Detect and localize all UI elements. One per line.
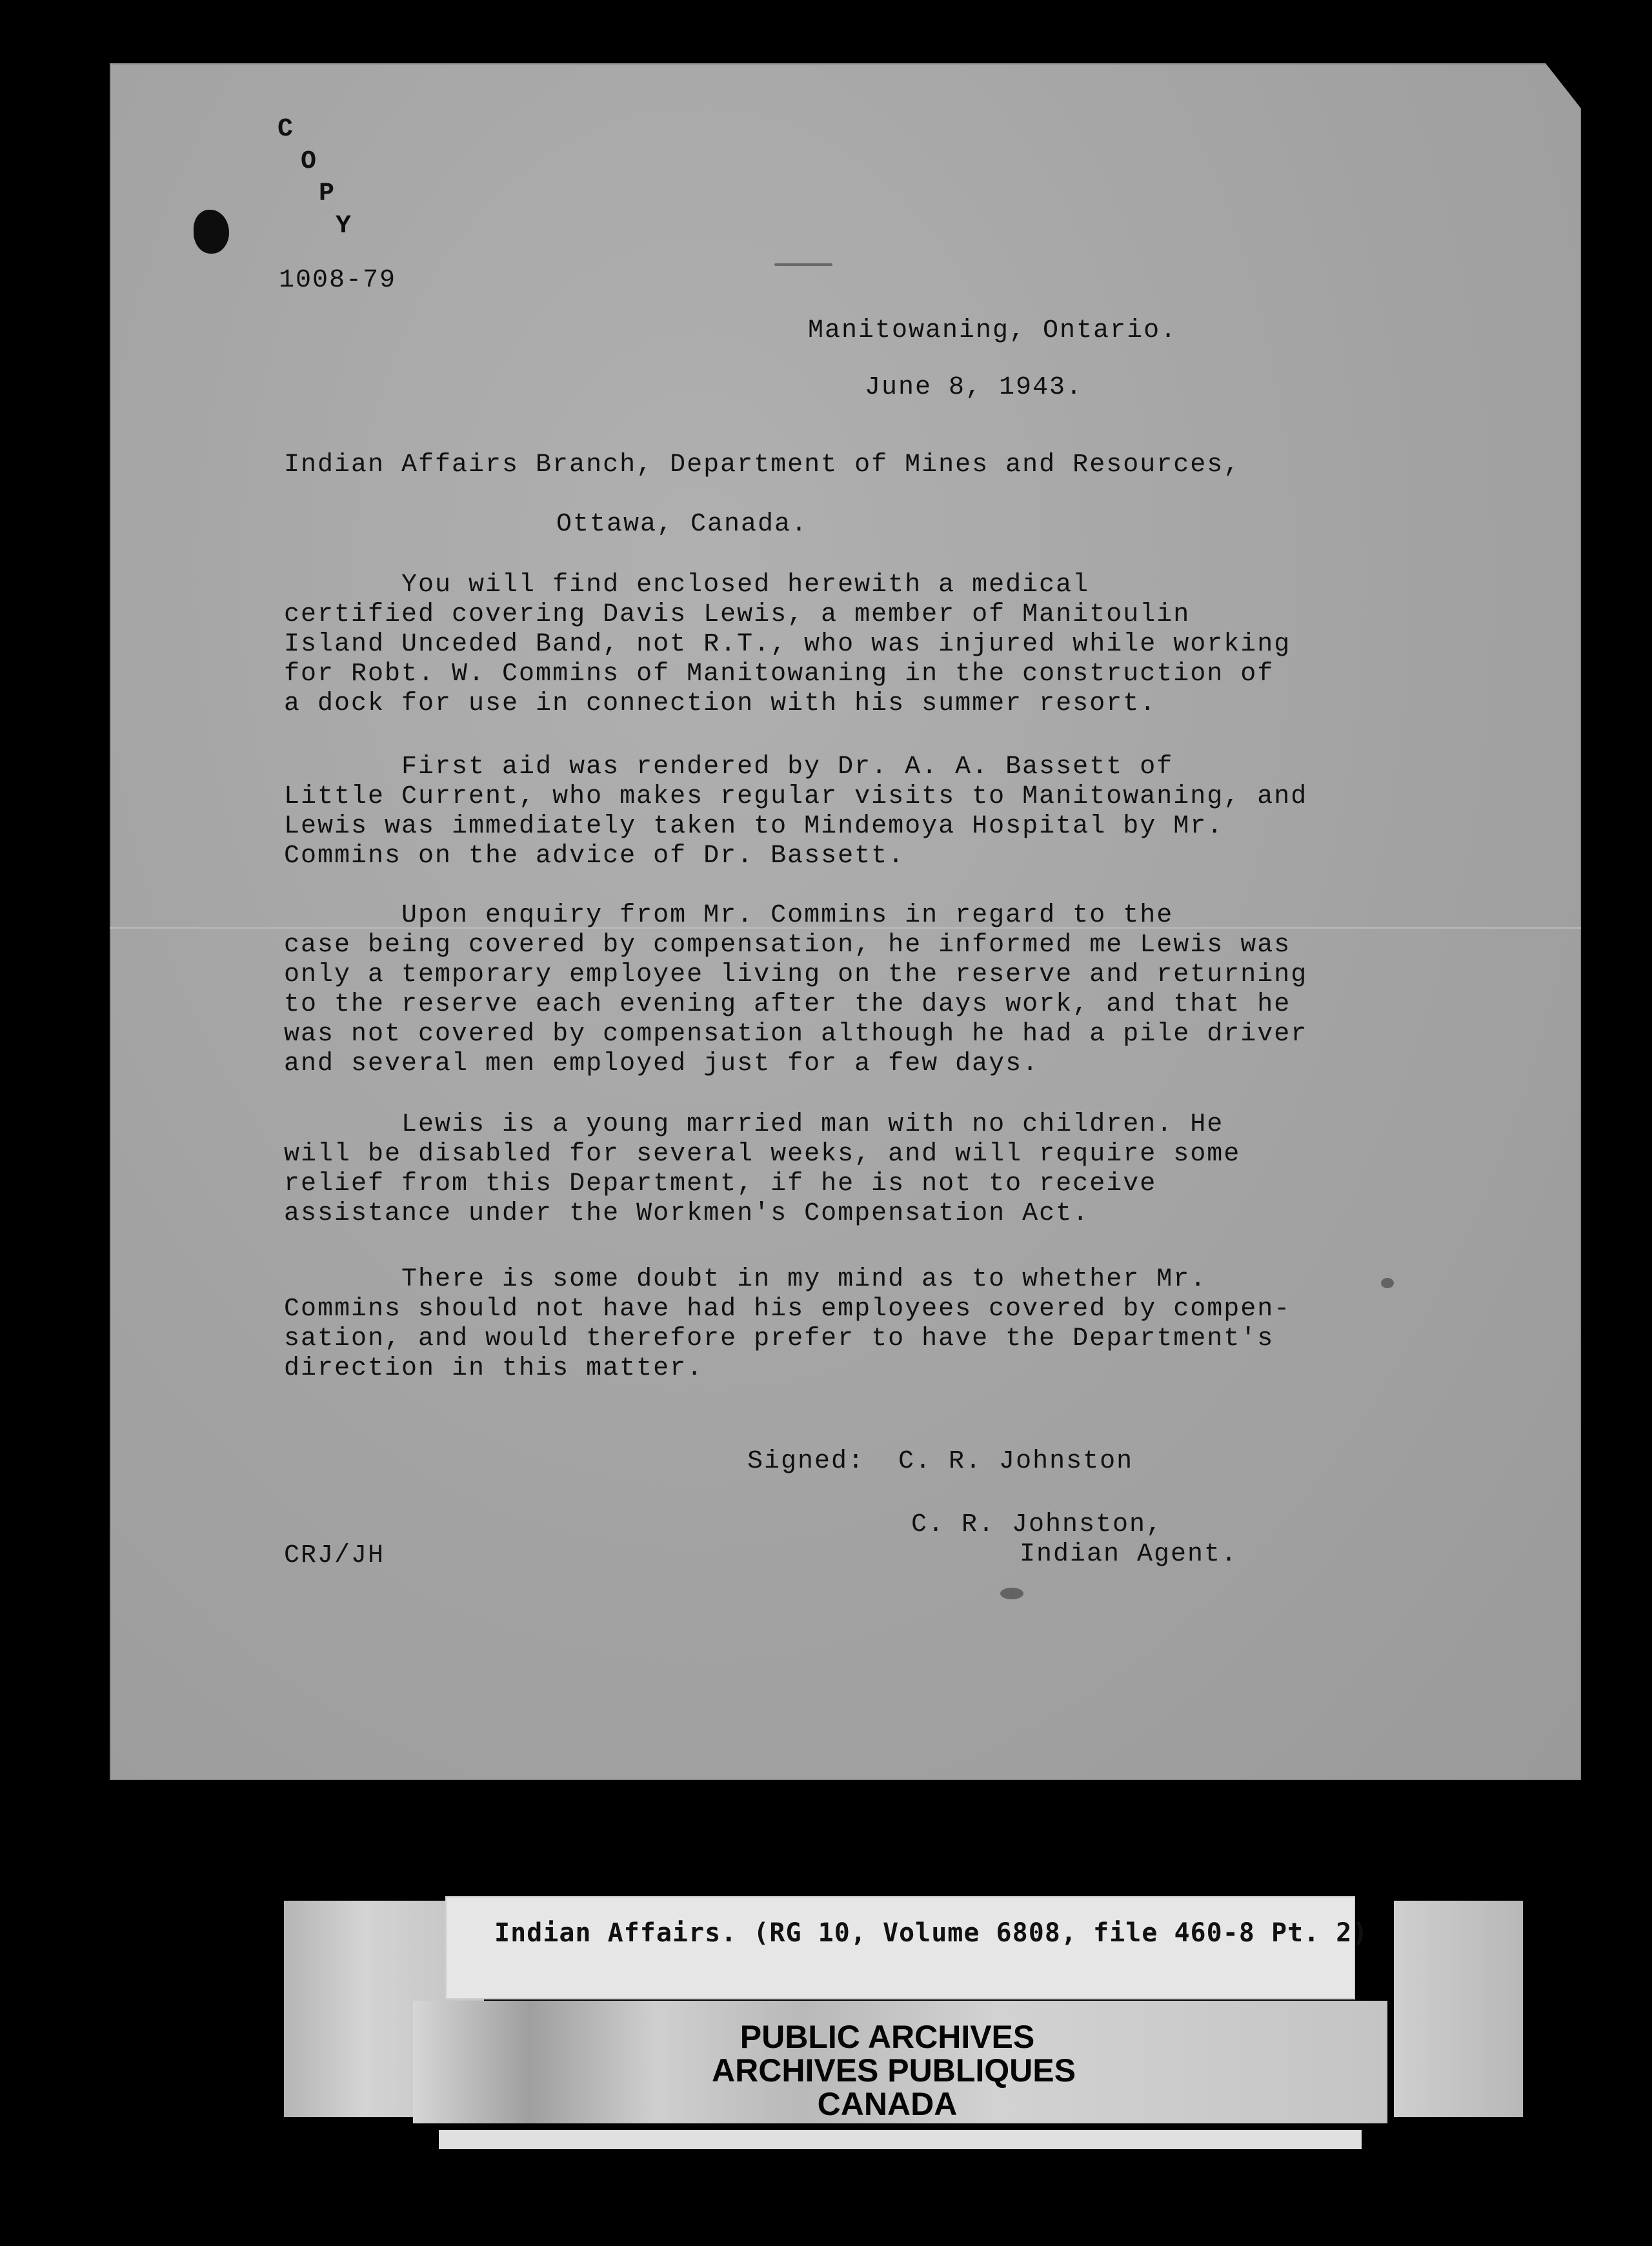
archive-citation: Indian Affairs. (RG 10, Volume 6808, file 460-8 Pt. 2) [494, 1918, 1369, 1948]
paragraph-line: Upon enquiry from Mr. Commins in regard to the [284, 901, 1174, 930]
paragraph-line: will be disabled for several weeks, and will require some [284, 1140, 1241, 1169]
paragraph-line: Lewis was immediately taken to Mindemoya Hospital by Mr. [284, 812, 1224, 841]
file-number: 1008-79 [279, 266, 397, 295]
stamp-line-archives-publiques: ARCHIVES PUBLIQUES [712, 2052, 1076, 2089]
signature-title: Indian Agent. [1020, 1540, 1238, 1569]
addressee-line-2: Ottawa, Canada. [556, 510, 809, 539]
signature-name: C. R. Johnston, [911, 1510, 1163, 1539]
copy-letter-o: O [301, 147, 318, 176]
paragraph-line: direction in this matter. [284, 1354, 704, 1383]
ink-smudge [774, 263, 832, 266]
paragraph-3 [284, 901, 1446, 1079]
torn-corner [1546, 63, 1581, 108]
paragraph-line: You will find enclosed herewith a medical [284, 571, 1090, 600]
paragraph-line: Little Current, who makes regular visits to Manitowaning, and [284, 782, 1308, 811]
paragraph-line: There is some doubt in my mind as to whether Mr. [284, 1265, 1207, 1294]
copy-letter-y: Y [336, 212, 353, 241]
copy-letter-p: P [319, 179, 336, 208]
letter-place: Manitowaning, Ontario. [808, 316, 1178, 345]
paragraph-5 [284, 1265, 1446, 1384]
paragraph-1 [284, 571, 1446, 719]
paragraph-line: relief from this Department, if he is not to receive [284, 1169, 1157, 1199]
stamp-line-public-archives: PUBLIC ARCHIVES [740, 2019, 1035, 2055]
paragraph-line: Lewis is a young married man with no children. He [284, 1110, 1224, 1139]
paragraph-line: a dock for use in connection with his summer resort. [284, 689, 1157, 718]
ink-smudge [1381, 1278, 1394, 1288]
paragraph-2 [284, 753, 1446, 871]
paragraph-line: only a temporary employee living on the reserve and returning [284, 960, 1308, 989]
label-backing-right [1394, 1901, 1523, 2117]
label-bottom-strip [439, 2130, 1362, 2149]
archive-stamp-text [413, 2001, 1387, 2121]
paragraph-line: case being covered by compensation, he informed me Lewis was [284, 931, 1291, 960]
paragraph-line: assistance under the Workmen's Compensation Act. [284, 1199, 1090, 1228]
ink-blot [194, 210, 229, 254]
paragraph-line: to the reserve each evening after the days work, and that he [284, 990, 1291, 1019]
paragraph-line: was not covered by compensation although he had a pile driver [284, 1020, 1308, 1049]
paragraph-line: and several men employed just for a few days. [284, 1049, 1040, 1078]
paragraph-line: certified covering Davis Lewis, a member of Manitoulin [284, 600, 1191, 629]
ink-smudge [1000, 1588, 1023, 1599]
letter-date: June 8, 1943. [865, 373, 1083, 402]
stamp-line-canada: CANADA [817, 2086, 958, 2122]
paragraph-line: Commins should not have had his employees covered by compen- [284, 1295, 1291, 1324]
paragraph-line: First aid was rendered by Dr. A. A. Bassett of [284, 753, 1174, 782]
copy-letter-c: C [277, 115, 295, 144]
signed-line: Signed: C. R. Johnston [747, 1447, 1134, 1476]
paragraph-line: Island Unceded Band, not R.T., who was injured while working [284, 630, 1291, 659]
paragraph-line: for Robt. W. Commins of Manitowaning in the construction of [284, 660, 1274, 689]
addressee-line-1: Indian Affairs Branch, Department of Mines and Resources, [284, 450, 1241, 480]
typist-initials: CRJ/JH [284, 1541, 385, 1570]
paragraph-line: sation, and would therefore prefer to have the Department's [284, 1324, 1274, 1353]
paragraph-4 [284, 1110, 1446, 1229]
archive-citation-label [445, 1896, 1369, 1999]
paragraph-line: Commins on the advice of Dr. Bassett. [284, 842, 905, 871]
archive-stamp [413, 2001, 1387, 2123]
